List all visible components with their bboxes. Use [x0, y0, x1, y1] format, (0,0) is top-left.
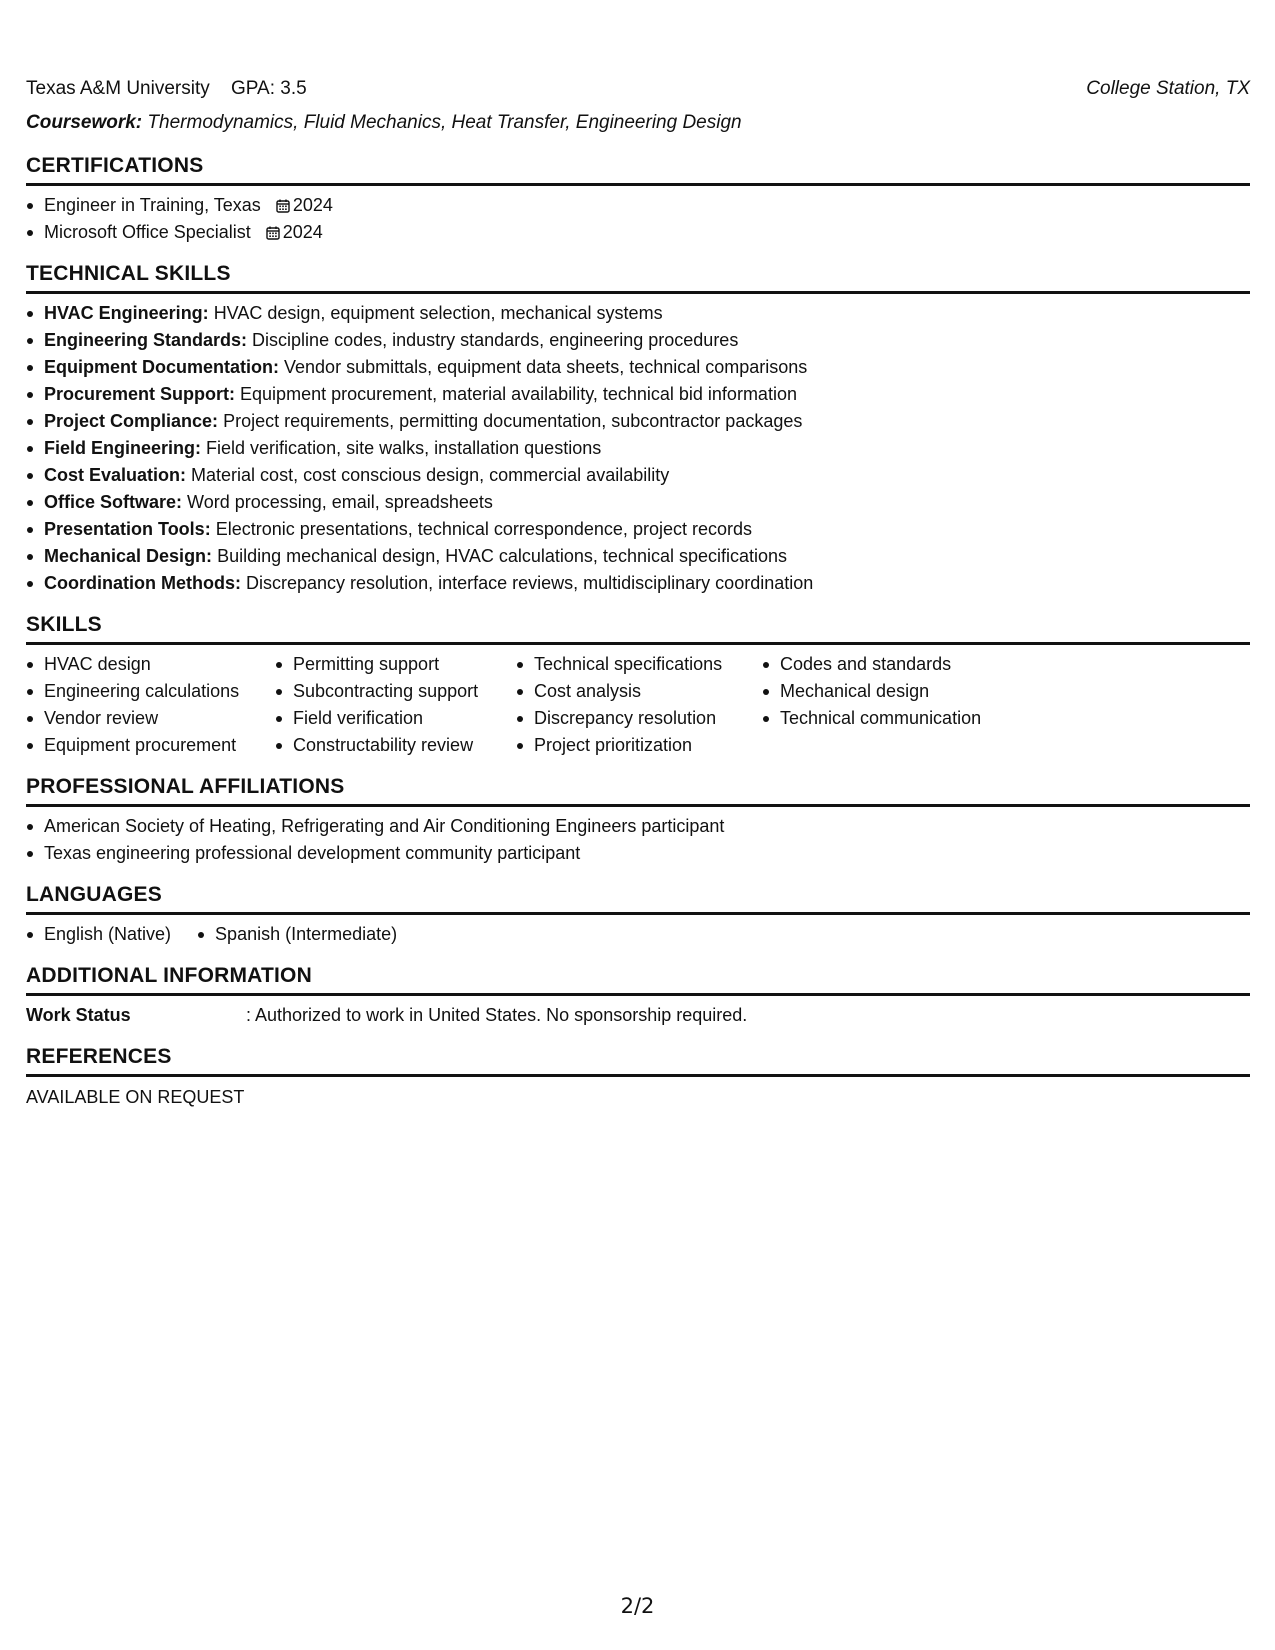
skill-details: Electronic presentations, technical correspondence, project records	[215, 519, 752, 539]
calendar-icon	[266, 226, 280, 240]
certification-year: 2024	[282, 222, 323, 242]
skill-category: Engineering Standards:	[44, 330, 248, 350]
skill-item: Vendor review	[26, 705, 275, 732]
section-title-affiliations: PROFESSIONAL AFFILIATIONS	[26, 773, 1250, 807]
list-item	[26, 300, 1250, 327]
skill-item: Engineering calculations	[26, 678, 275, 705]
technical-skills-list	[26, 300, 1250, 597]
list-item	[26, 462, 1250, 489]
coursework	[26, 108, 1250, 138]
skill-details: Discrepancy resolution, interface reviews, multidisciplinary coordination	[246, 573, 814, 593]
skills-column	[26, 651, 275, 759]
skills-grid	[26, 651, 1250, 759]
language-item: English (Native)	[26, 921, 171, 948]
skill-item: Project prioritization	[516, 732, 762, 759]
certification-date	[276, 195, 333, 215]
skill-item: Equipment procurement	[26, 732, 275, 759]
list-item	[26, 192, 1250, 219]
list-item	[26, 489, 1250, 516]
list-item	[26, 408, 1250, 435]
skill-item: Constructability review	[275, 732, 516, 759]
skills-column	[275, 651, 516, 759]
education-header	[26, 78, 1250, 108]
skill-item: Codes and standards	[762, 651, 1022, 678]
technical-skills-section	[26, 260, 1250, 597]
skills-section	[26, 611, 1250, 759]
work-status-row	[26, 1002, 1250, 1029]
references-text: AVAILABLE ON REQUEST	[26, 1087, 245, 1107]
skill-category: Equipment Documentation:	[44, 357, 279, 377]
page-number: 2/2	[620, 1594, 655, 1618]
skill-details: Project requirements, permitting documentation, subcontractor packages	[223, 411, 803, 431]
affiliations-list	[26, 813, 1250, 867]
skill-category: HVAC Engineering:	[44, 303, 209, 323]
skill-category: Mechanical Design:	[44, 546, 213, 566]
affiliations-section	[26, 773, 1250, 867]
skill-category: Procurement Support:	[44, 384, 236, 404]
skills-column	[516, 651, 762, 759]
skill-category: Office Software:	[44, 492, 183, 512]
skill-item: Mechanical design	[762, 678, 1022, 705]
skill-item: Permitting support	[275, 651, 516, 678]
list-item	[26, 516, 1250, 543]
list-item	[26, 543, 1250, 570]
skill-category: Coordination Methods:	[44, 573, 241, 593]
section-title-technical-skills: TECHNICAL SKILLS	[26, 260, 1250, 294]
skill-item: Technical specifications	[516, 651, 762, 678]
coursework-list: Thermodynamics, Fluid Mechanics, Heat Transfer, Engineering Design	[147, 112, 742, 133]
skill-category: Presentation Tools:	[44, 519, 211, 539]
list-item	[26, 327, 1250, 354]
education-school-gpa	[26, 78, 307, 100]
skill-category: Project Compliance:	[44, 411, 219, 431]
skills-column	[762, 651, 1022, 759]
skill-details: Word processing, email, spreadsheets	[187, 492, 493, 512]
skill-item: Field verification	[275, 705, 516, 732]
skill-category: Field Engineering:	[44, 438, 202, 458]
list-item	[26, 570, 1250, 597]
section-title-skills: SKILLS	[26, 611, 1250, 645]
certification-year: 2024	[292, 195, 333, 215]
coursework-label: Coursework:	[26, 112, 143, 133]
list-item	[26, 354, 1250, 381]
list-item: Texas engineering professional development community participant	[26, 840, 1250, 867]
school-name: Texas A&M University	[26, 78, 210, 99]
section-title-additional-info: ADDITIONAL INFORMATION	[26, 962, 1250, 996]
skill-item: Discrepancy resolution	[516, 705, 762, 732]
certifications-section	[26, 152, 1250, 246]
certifications-list	[26, 192, 1250, 246]
list-item	[26, 381, 1250, 408]
skill-details: Material cost, cost conscious design, commercial availability	[191, 465, 670, 485]
list-item: American Society of Heating, Refrigerating and Air Conditioning Engineers participant	[26, 813, 1250, 840]
certification-name: Microsoft Office Specialist	[44, 222, 251, 242]
gpa: GPA: 3.5	[231, 78, 307, 99]
school-location: College Station, TX	[1086, 78, 1250, 99]
certification-name: Engineer in Training, Texas	[44, 195, 261, 215]
additional-info-section	[26, 962, 1250, 1029]
skill-details: Discipline codes, industry standards, engineering procedures	[252, 330, 739, 350]
section-title-references: REFERENCES	[26, 1043, 1250, 1077]
skill-item: HVAC design	[26, 651, 275, 678]
languages-list	[26, 921, 1250, 948]
languages-section	[26, 881, 1250, 948]
work-status-value: : Authorized to work in United States. No sponsorship required.	[246, 1005, 748, 1025]
skill-item: Subcontracting support	[275, 678, 516, 705]
certification-date	[266, 222, 323, 242]
language-item: Spanish (Intermediate)	[197, 921, 397, 948]
skill-details: Building mechanical design, HVAC calculations, technical specifications	[217, 546, 788, 566]
skill-item: Technical communication	[762, 705, 1022, 732]
resume-page	[26, 78, 1250, 1111]
skill-details: Equipment procurement, material availability, technical bid information	[240, 384, 797, 404]
skill-details: Vendor submittals, equipment data sheets, technical comparisons	[284, 357, 808, 377]
skill-item: Cost analysis	[516, 678, 762, 705]
list-item	[26, 435, 1250, 462]
section-title-certifications: CERTIFICATIONS	[26, 152, 1250, 186]
calendar-icon	[276, 199, 290, 213]
references-section	[26, 1043, 1250, 1111]
skill-category: Cost Evaluation:	[44, 465, 187, 485]
list-item	[26, 219, 1250, 246]
skill-details: Field verification, site walks, installation questions	[206, 438, 602, 458]
skill-details: HVAC design, equipment selection, mechanical systems	[213, 303, 663, 323]
work-status-label: Work Status	[26, 1005, 131, 1025]
section-title-languages: LANGUAGES	[26, 881, 1250, 915]
